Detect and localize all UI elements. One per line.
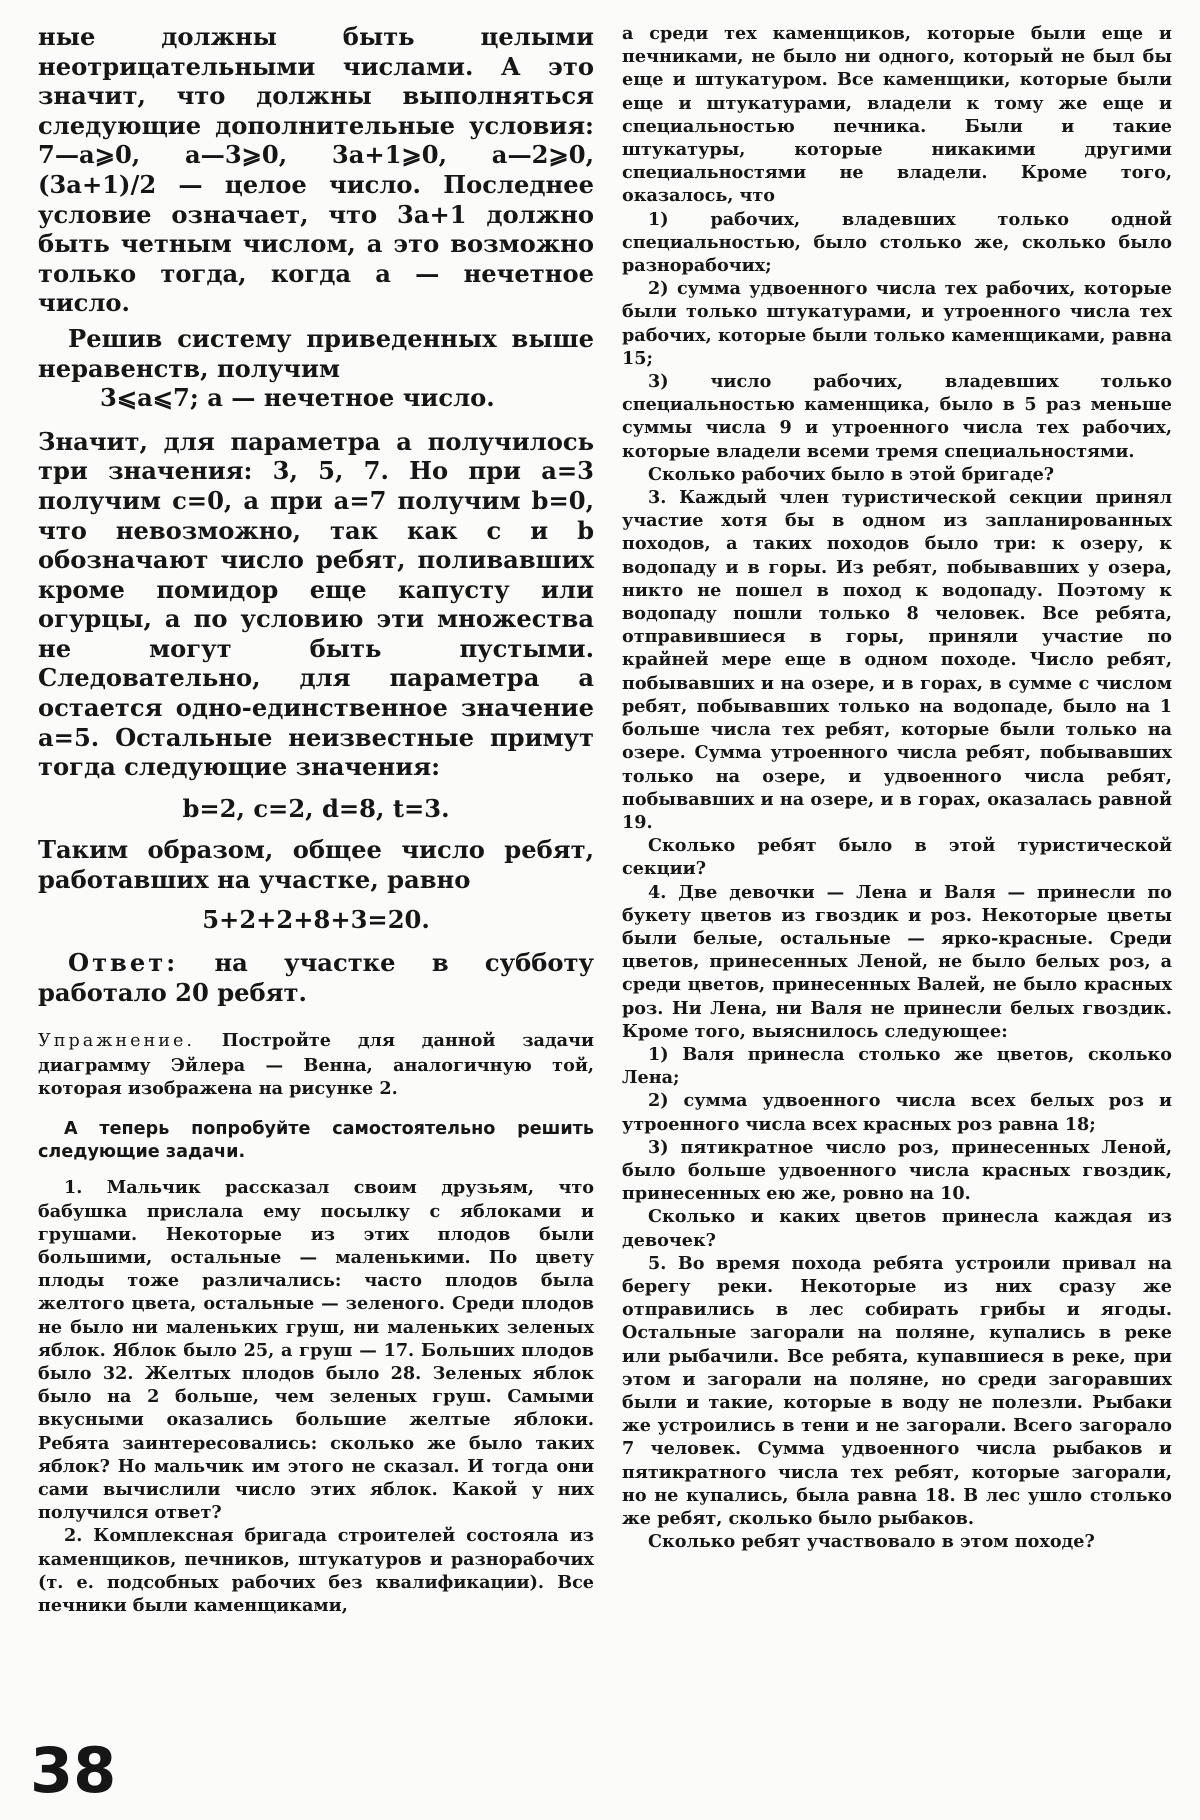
problem-4-question: Сколько и каких цветов принесла каждая из девочек?: [622, 1206, 1172, 1251]
right-column: [622, 22, 1172, 1553]
problems-left: [38, 1118, 594, 1617]
sum-line: 5+2+2+8+3=20.: [202, 904, 430, 934]
total-paragraph: Таким образом, общее число ребят, работавших на участке, равно: [38, 835, 594, 895]
values-line: b=2, c=2, d=8, t=3.: [182, 793, 450, 823]
problem-2-condition-2: 2) сумма удвоенного числа тех рабочих, которые были только штукатурами, и утроенного числа тех рабочих, которые были только каменщиками, равна 15;: [622, 278, 1172, 369]
solve-paragraph: Решив систему приведенных выше неравенств, получим: [38, 323, 594, 383]
problem-5: 5. Во время похода ребята устроили привал на берегу реки. Некоторые из них сразу же отправились в лес собирать грибы и ягоды. Остальные загорали на поляне, купались в реке или рыбачили. Все ребята, купавшиеся в реке, при этом и загорали на поляне, но среди загоравших были и такие, которые в воду не полезли. Рыбаки же устроились в тени и не загорали. Всего загорало 7 человек. Сумма удвоенного числа рыбаков и пятикратного числа тех ребят, которые загорали, но не купались, была равна 18. В лес ушло столько же ребят, сколько было рыбаков.: [622, 1252, 1172, 1529]
left-column: [38, 22, 594, 1617]
problem-4-condition-2: 2) сумма удвоенного числа всех белых роз и утроенного числа всех красных роз равна 18;: [622, 1090, 1172, 1135]
answer-paragraph: [38, 948, 594, 1007]
exercise-paragraph: [38, 1029, 594, 1100]
values-paragraph: Значит, для параметра a получилось три значения: 3, 5, 7. Но при a=3 получим c=0, а при a=7 получим b=0, что невозможно, так как c и b обозначают число ребят, поливавших кроме помидор еще капусту или огурцы, а по условию эти множества не могут быть пустыми. Следовательно, для параметра a остается одно-единственное значение a=5. Остальные неизвестные примут тогда следующие значения:: [38, 426, 594, 782]
problem-4: 4. Две девочки — Лена и Валя — принесли по букету цветов из гвоздик и роз. Некоторые цветы были белые, остальные — ярко-красные. Среди цветов, принесенных Леной, не было белых роз, а среди цветов, принесенных Валей, не было красных роз. Ни Лена, ни Валя не принесли белых гвоздик. Кроме того, выяснилось следующее:: [622, 881, 1172, 1042]
problem-2-question: Сколько рабочих было в этой бригаде?: [648, 463, 1055, 485]
solution-continuation: [38, 22, 594, 1007]
page-number: 38: [30, 1734, 117, 1807]
problem-3-question: Сколько ребят было в этой туристической секции?: [622, 835, 1172, 880]
problem-3: 3. Каждый член туристической секции принял участие хотя бы в одном из запланированных походов, а таких походов было три: к озеру, к водопаду и в горы. Из ребят, побывавших у озера, никто не пошел в поход к водопаду. Поэтому к водопаду пошли только 8 человек. Все ребята, отправившиеся в горы, приняли участие по крайней мере еще в одном походе. Число ребят, побывавших и на озере, и в горах, в сумме с числом ребят, побывавших только на водопаде, было на 1 больше числа тех ребят, которые были только на озере. Сумма утроенного числа ребят, побывавших только на озере, и удвоенного числа ребят, побывавших и на озере, и в горах, оказалась равной 19.: [622, 487, 1172, 833]
problem-4-condition-1: 1) Валя принесла столько же цветов, сколько Лена;: [622, 1043, 1172, 1089]
section-heading: А теперь попробуйте самостоятельно решить следующие задачи.: [38, 1119, 594, 1163]
problems-right: [622, 22, 1172, 1553]
answer-text: на участке в субботу работало 20 ребят.: [38, 948, 594, 1007]
problem-2-condition-1: 1) рабочих, владевших только одной специальностью, было столько же, сколько было разнорабочих;: [622, 208, 1172, 277]
conditions-paragraph: ные должны быть целыми неотрицательными числами. А это значит, что должны выполняться следующие дополнительные условия: 7—a⩾0, a—3⩾0, 3a+1⩾0, a—2⩾0, (3a+1)/2 — целое число. Последнее условие означает, что 3a+1 должно быть четным числом, а это возможно только тогда, когда a — нечетное число.: [38, 22, 594, 318]
problem-4-condition-3: 3) пятикратное число роз, принесенных Леной, было больше удвоенного числа красных гвоздик, принесенных ею же, ровно на 10.: [622, 1136, 1172, 1205]
exercise-label: Упражнение.: [38, 1031, 195, 1052]
problem-2-start: 2. Комплексная бригада строителей состояла из каменщиков, печников, штукатуров и разнорабочих (т. е. подсобных рабочих без квалификации). Все печники были каменщиками,: [38, 1525, 594, 1617]
exercise-block: [38, 1029, 594, 1100]
problem-2-condition-3: 3) число рабочих, владевших только специальностью каменщика, было в 5 раз меньше суммы числа 9 и утроенного числа тех рабочих, которые владели всеми тремя специальностями.: [622, 371, 1172, 462]
problem-2-continued: а среди тех каменщиков, которые были еще и печниками, не было ни одного, который не был бы еще и штукатуром. Все каменщики, которые были еще и штукатурами, владели к тому же еще и специальностью печника. Были и такие штукатуры, которые никакими другими специальностями не владели. Кроме того, оказалось, что: [622, 23, 1172, 207]
exercise-text: Постройте для данной задачи диаграмму Эйлера — Венна, аналогичную той, которая изображена на рисунке 2.: [38, 1030, 594, 1099]
answer-label: Ответ:: [68, 948, 179, 978]
problem-5-question: Сколько ребят участвовало в этом походе?: [648, 1531, 1095, 1553]
inequality-line: 3⩽a⩽7; a — нечетное число.: [100, 383, 495, 413]
problem-1: 1. Мальчик рассказал своим друзьям, что бабушка прислала ему посылку с яблоками и грушами. Некоторые из этих плодов были большими, остальные — маленькими. По цвету плоды тоже различались: часто плодов была желтого цвета, остальные — зеленого. Среди плодов не было ни маленьких груш, ни маленьких зеленых яблок. Яблок было 25, а груш — 17. Больших плодов было 32. Желтых плодов было 28. Зеленых яблок было на 2 больше, чем зеленых груш. Самыми вкусными оказались большие желтые яблоки. Ребята заинтересовались: сколько же было таких яблок? Но мальчик им этого не сказал. И тогда они сами вычислили число этих яблок. Какой у них получился ответ?: [38, 1177, 594, 1524]
